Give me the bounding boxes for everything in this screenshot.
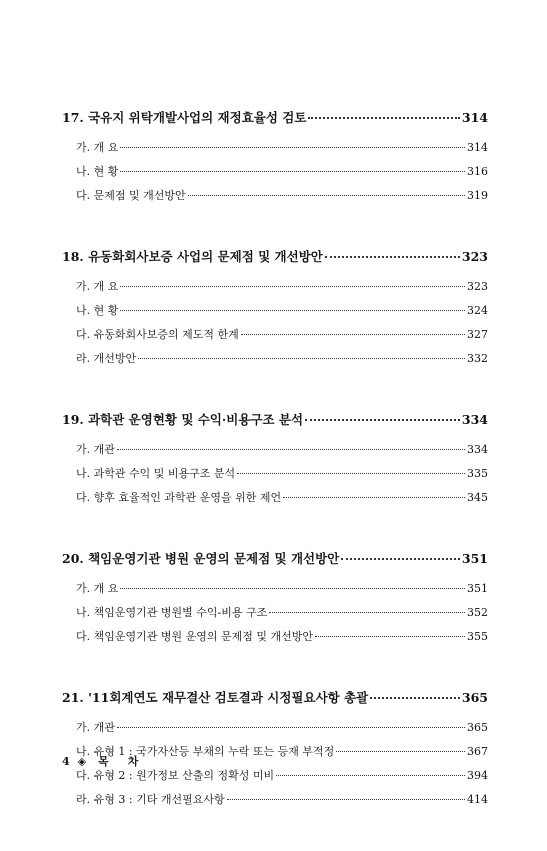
toc-heading[interactable] [62, 108, 488, 139]
toc-entry-page: 365 [467, 721, 488, 734]
toc-section-17 [62, 108, 488, 211]
dot-leader [138, 358, 465, 359]
toc-entry[interactable] [62, 302, 488, 326]
toc-entry-page: 345 [467, 491, 488, 504]
toc-heading-title: 21. '11회계연도 재무결산 검토결과 시정필요사항 총괄 [62, 690, 369, 705]
footer-diamond-icon: ◈ [77, 755, 87, 768]
toc-heading[interactable] [62, 549, 488, 580]
toc-entry-page: 324 [467, 304, 488, 317]
toc-heading[interactable] [62, 688, 488, 719]
dot-leader [120, 310, 465, 311]
toc-entry-title: 다. 향후 효율적인 과학관 운영을 위한 제언 [76, 491, 282, 504]
toc-heading-title: 18. 유동화회사보증 사업의 문제점 및 개선방안 [62, 249, 323, 264]
toc-entry-title: 나. 과학관 수익 및 비용구조 분석 [76, 467, 236, 480]
toc-entry-page: 394 [467, 769, 488, 782]
toc-entry[interactable] [62, 278, 488, 302]
toc-entry-page: 414 [467, 793, 488, 806]
dot-leader [283, 497, 465, 498]
dot-leader [237, 473, 465, 474]
toc-entry-title: 다. 문제점 및 개선방안 [76, 189, 186, 202]
toc-heading-title: 17. 국유지 위탁개발사업의 재정효율성 검토 [62, 110, 307, 125]
toc-entry-title: 가. 개관 [76, 443, 115, 456]
toc-entry[interactable] [62, 187, 488, 211]
toc-heading[interactable] [62, 410, 488, 441]
dot-leader [120, 286, 465, 287]
footer-page-number: 4 [62, 755, 70, 768]
toc-entry[interactable] [62, 350, 488, 374]
toc-entry-title: 다. 책임운영기관 병원 운영의 문제점 및 개선방안 [76, 630, 313, 643]
toc-entry[interactable] [62, 719, 488, 743]
toc-entry[interactable] [62, 163, 488, 187]
toc-entry-page: 335 [467, 467, 488, 480]
toc-entry[interactable] [62, 489, 488, 513]
toc-entry-title: 라. 개선방안 [76, 352, 137, 365]
toc-section-18 [62, 247, 488, 374]
toc-entry-title: 라. 유형 3 : 기타 개선필요사항 [76, 793, 225, 806]
toc-entry[interactable] [62, 441, 488, 465]
toc-heading-page: 314 [461, 110, 488, 125]
dot-leader [117, 727, 465, 728]
dot-leader [117, 449, 465, 450]
toc-section-21 [62, 688, 488, 815]
toc-entry-title: 나. 현 황 [76, 304, 119, 317]
toc-entry-page: 323 [467, 280, 488, 293]
dot-leader [341, 558, 460, 560]
toc-heading-title: 19. 과학관 운영현황 및 수익·비용구조 분석 [62, 412, 304, 427]
toc-entry-title: 다. 유동화회사보증의 제도적 한계 [76, 328, 239, 341]
toc-entry-page: 352 [467, 606, 488, 619]
toc-entry[interactable] [62, 604, 488, 628]
dot-leader [241, 334, 465, 335]
toc-entry-page: 367 [467, 745, 488, 758]
toc-entry[interactable] [62, 628, 488, 652]
dot-leader [336, 751, 465, 752]
toc-entry[interactable] [62, 791, 488, 815]
dot-leader [276, 775, 465, 776]
toc-entry[interactable] [62, 580, 488, 604]
toc-heading-page: 334 [461, 412, 488, 427]
table-of-contents [62, 108, 488, 851]
dot-leader [120, 147, 465, 148]
toc-entry-title: 가. 개 요 [76, 141, 119, 154]
dot-leader [188, 195, 465, 196]
toc-section-20 [62, 549, 488, 652]
toc-entry-page: 351 [467, 582, 488, 595]
dot-leader [120, 588, 465, 589]
toc-entry[interactable] [62, 139, 488, 163]
toc-entry-page: 334 [467, 443, 488, 456]
dot-leader [269, 612, 465, 613]
toc-entry-title: 나. 책임운영기관 병원별 수익-비용 구조 [76, 606, 268, 619]
page-footer [62, 753, 146, 769]
toc-entry-title: 가. 개 요 [76, 280, 119, 293]
toc-heading[interactable] [62, 247, 488, 278]
toc-entry-title: 나. 유형 1 : 국가자산등 부채의 누락 또는 등재 부적정 [76, 745, 335, 758]
toc-heading-page: 351 [461, 551, 488, 566]
toc-entry-title: 가. 개관 [76, 721, 115, 734]
toc-entry[interactable] [62, 465, 488, 489]
dot-leader [308, 117, 459, 119]
toc-entry-page: 316 [467, 165, 488, 178]
toc-entry-page: 319 [467, 189, 488, 202]
toc-entry[interactable] [62, 767, 488, 791]
toc-heading-title: 20. 책임운영기관 병원 운영의 문제점 및 개선방안 [62, 551, 340, 566]
toc-heading-page: 365 [461, 690, 488, 705]
toc-entry-title: 가. 개 요 [76, 582, 119, 595]
toc-entry-title: 나. 현 황 [76, 165, 119, 178]
toc-entry-page: 355 [467, 630, 488, 643]
dot-leader [305, 419, 460, 421]
toc-entry-page: 332 [467, 352, 488, 365]
toc-section-19 [62, 410, 488, 513]
toc-entry[interactable] [62, 326, 488, 350]
dot-leader [325, 256, 460, 258]
toc-entry-page: 314 [467, 141, 488, 154]
dot-leader [120, 171, 465, 172]
dot-leader [370, 697, 460, 699]
footer-label: 목 차 [97, 755, 139, 768]
toc-entry-title: 다. 유형 2 : 원가정보 산출의 정확성 미비 [76, 769, 275, 782]
dot-leader [315, 636, 465, 637]
toc-entry-page: 327 [467, 328, 488, 341]
toc-heading-page: 323 [461, 249, 488, 264]
